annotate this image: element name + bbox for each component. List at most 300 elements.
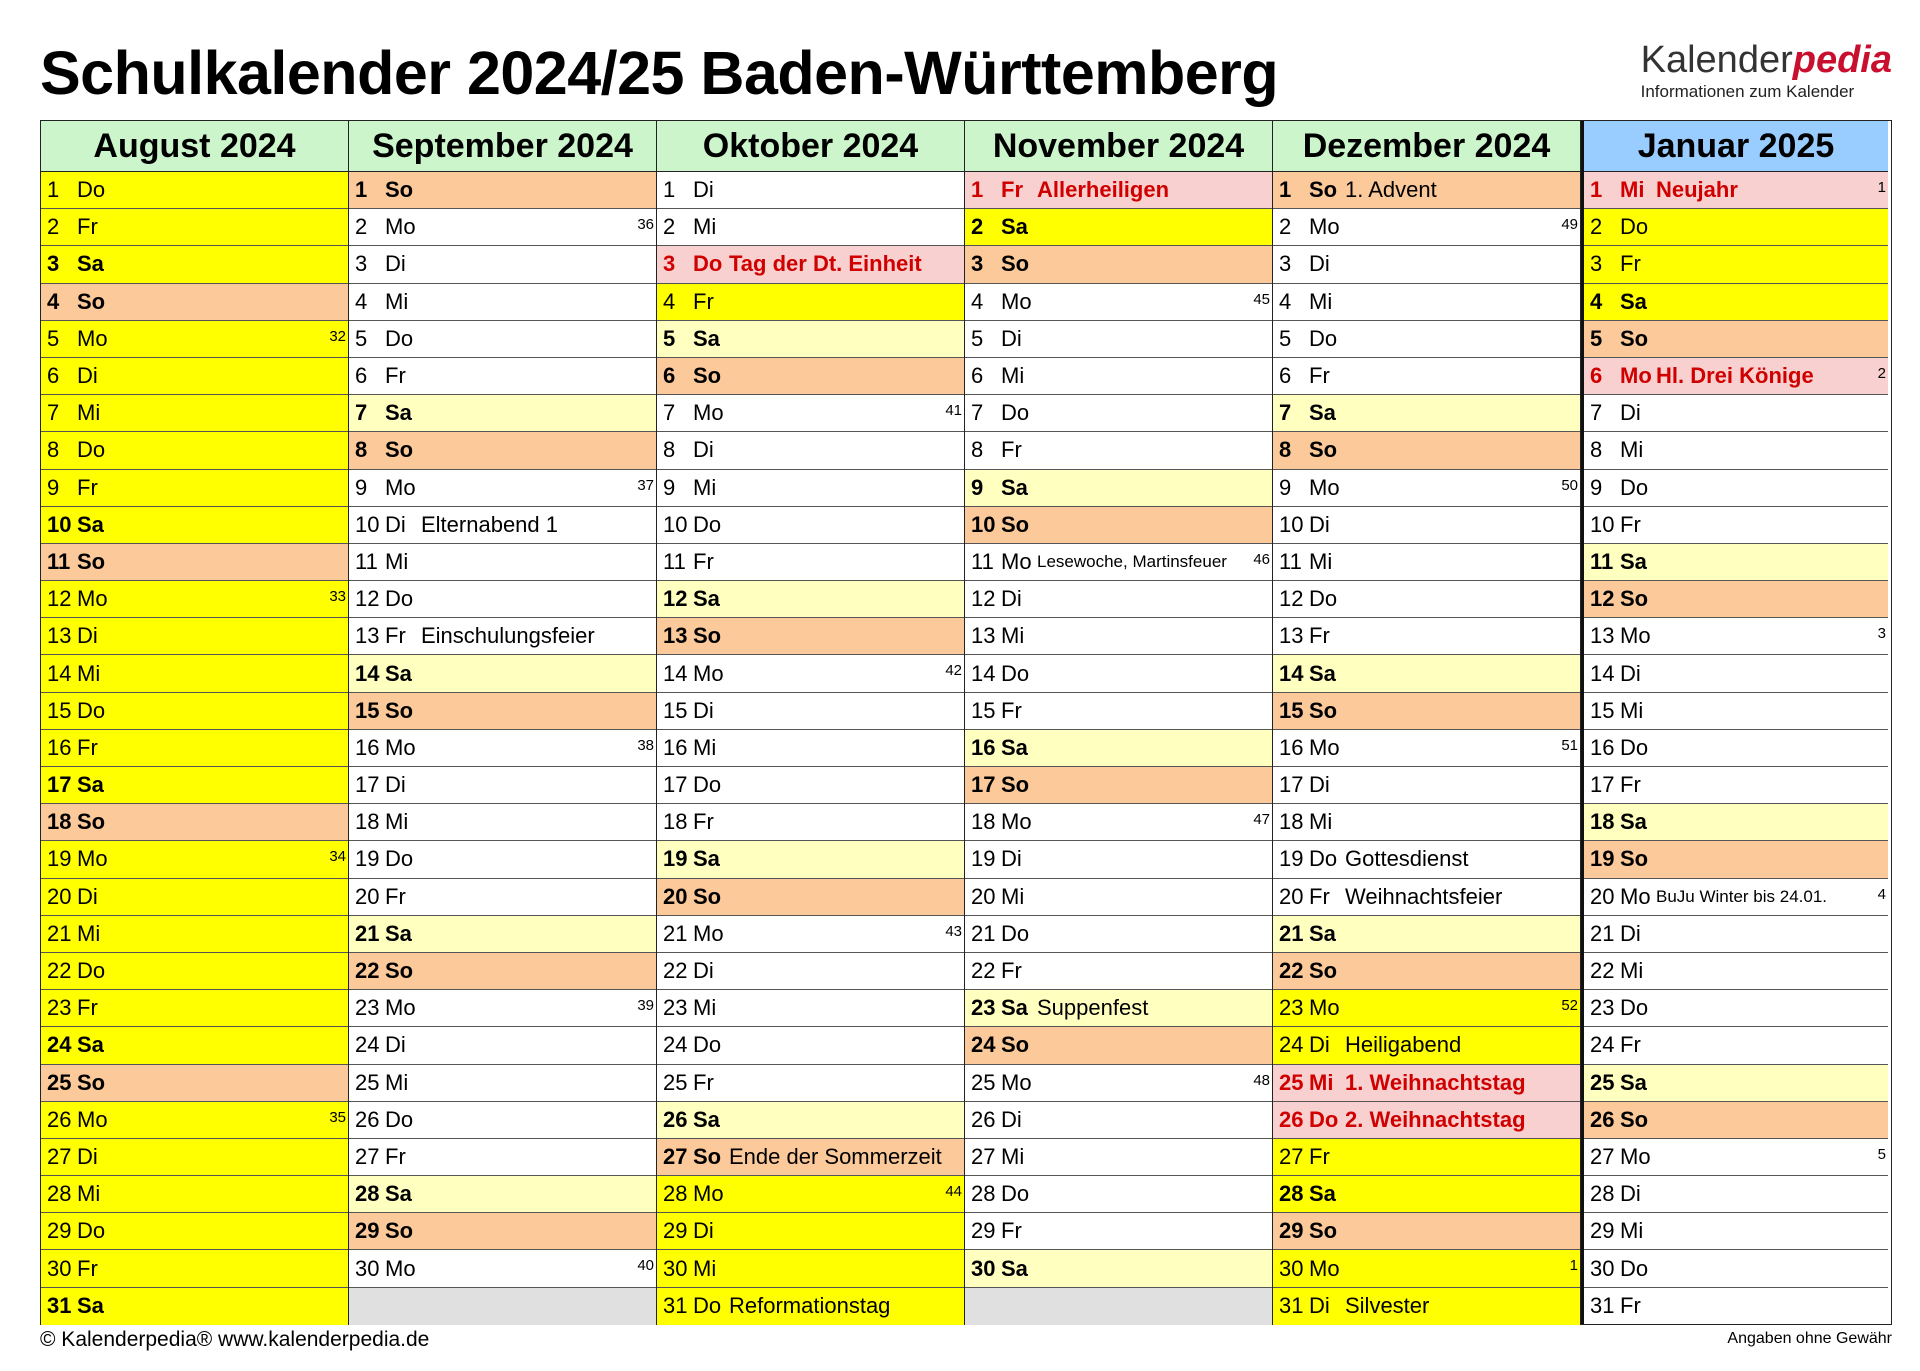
day-number: 3 — [971, 251, 984, 277]
weekday: Fr — [1001, 697, 1022, 723]
weekday: Fr — [1620, 1032, 1641, 1058]
day-cell — [965, 953, 1272, 990]
weekday: Di — [1001, 586, 1022, 612]
weekday: Mo — [1620, 623, 1651, 649]
day-number: 2 — [47, 214, 60, 240]
day-number: 8 — [663, 437, 676, 463]
weekday: So — [1001, 772, 1030, 798]
day-cell — [1273, 953, 1580, 990]
week-number: 36 — [637, 216, 654, 234]
week-number: 46 — [1253, 550, 1270, 568]
day-cell — [41, 841, 348, 878]
week-number: 2 — [1877, 364, 1886, 382]
day-cell — [965, 730, 1272, 767]
weekday: Sa — [1001, 734, 1028, 760]
week-number: 40 — [637, 1257, 654, 1275]
day-number: 27 — [355, 1143, 380, 1169]
weekday: So — [77, 1069, 106, 1095]
weekday: Mo — [1620, 363, 1652, 389]
day-cell — [1584, 395, 1888, 432]
day-cell — [1584, 730, 1888, 767]
day-cell — [1273, 432, 1580, 469]
day-number: 2 — [355, 214, 368, 240]
weekday: Do — [77, 1218, 106, 1244]
day-cell — [1584, 581, 1888, 618]
month-column — [349, 121, 657, 1324]
day-cell — [1273, 618, 1580, 655]
day-cell — [965, 1213, 1272, 1250]
weekday: Sa — [693, 586, 720, 612]
day-cell — [349, 916, 656, 953]
day-cell — [1584, 618, 1888, 655]
day-cell — [41, 172, 348, 209]
day-cell — [1584, 1176, 1888, 1213]
weekday: So — [1309, 958, 1338, 984]
weekday: Sa — [77, 251, 104, 277]
day-cell — [349, 804, 656, 841]
weekday: Fr — [1001, 1218, 1022, 1244]
day-cell — [965, 507, 1272, 544]
day-cell — [1273, 1176, 1580, 1213]
weekday: Sa — [77, 511, 104, 537]
day-number: 18 — [971, 809, 996, 835]
day-cell — [1273, 1213, 1580, 1250]
day-cell — [41, 284, 348, 321]
day-cell — [965, 1102, 1272, 1139]
day-cell — [1584, 1139, 1888, 1176]
weekday: Mo — [385, 995, 416, 1021]
day-number: 31 — [1590, 1293, 1615, 1319]
weekday: Mi — [1620, 437, 1644, 463]
day-cell — [1584, 209, 1888, 246]
day-number: 1 — [47, 177, 60, 203]
day-number: 6 — [47, 363, 60, 389]
weekday: Mo — [1309, 214, 1340, 240]
footer-disclaimer: Angaben ohne Gewähr — [1727, 1330, 1892, 1347]
day-number: 2 — [971, 214, 984, 240]
day-number: 4 — [47, 288, 60, 314]
weekday: Di — [77, 623, 98, 649]
day-cell — [657, 990, 964, 1027]
week-number: 45 — [1253, 290, 1270, 308]
day-note: Weihnachtsfeier — [1345, 883, 1503, 909]
day-number: 1 — [971, 177, 984, 203]
weekday: So — [1620, 325, 1649, 351]
day-number: 18 — [47, 809, 72, 835]
day-number: 21 — [663, 920, 688, 946]
day-cell — [965, 321, 1272, 358]
day-cell — [657, 321, 964, 358]
weekday: Fr — [693, 809, 714, 835]
day-cell — [349, 1027, 656, 1064]
day-number: 7 — [1279, 400, 1292, 426]
day-number: 22 — [971, 958, 996, 984]
day-number: 5 — [663, 325, 676, 351]
day-cell — [657, 470, 964, 507]
weekday: Mi — [1620, 697, 1644, 723]
day-cell — [1273, 581, 1580, 618]
day-number: 12 — [1590, 586, 1615, 612]
day-cell — [965, 470, 1272, 507]
weekday: Di — [385, 1032, 406, 1058]
weekday: Sa — [1001, 474, 1028, 500]
day-cell — [657, 1065, 964, 1102]
day-cell — [1273, 544, 1580, 581]
day-cell — [1584, 1065, 1888, 1102]
day-cell — [965, 544, 1272, 581]
weekday: Di — [693, 177, 714, 203]
week-number: 4 — [1877, 885, 1886, 903]
weekday: Mi — [385, 809, 409, 835]
weekday: Mi — [1001, 623, 1025, 649]
day-cell — [41, 879, 348, 916]
month-column — [1581, 121, 1888, 1324]
day-number: 30 — [1279, 1255, 1304, 1281]
day-cell — [1273, 693, 1580, 730]
day-cell — [657, 953, 964, 990]
day-cell — [41, 1288, 348, 1325]
weekday: Do — [1001, 920, 1030, 946]
weekday: Do — [1309, 846, 1338, 872]
day-note: Lesewoche, Martinsfeuer — [1037, 551, 1227, 571]
day-number: 7 — [971, 400, 984, 426]
weekday: Sa — [1620, 548, 1647, 574]
day-cell — [965, 209, 1272, 246]
day-number: 23 — [47, 995, 72, 1021]
day-number: 28 — [47, 1181, 72, 1207]
day-cell — [1584, 990, 1888, 1027]
weekday: Fr — [77, 1255, 98, 1281]
day-number: 14 — [47, 660, 72, 686]
weekday: So — [1309, 437, 1338, 463]
weekday: Do — [1620, 734, 1649, 760]
weekday: So — [693, 363, 722, 389]
weekday: Mi — [693, 995, 717, 1021]
day-number: 27 — [971, 1143, 996, 1169]
weekday: Fr — [385, 1143, 406, 1169]
day-number: 30 — [663, 1255, 688, 1281]
week-number: 51 — [1561, 736, 1578, 754]
weekday: So — [385, 177, 414, 203]
day-cell — [657, 693, 964, 730]
day-cell — [41, 544, 348, 581]
weekday: Mo — [385, 214, 416, 240]
weekday: Mo — [77, 846, 108, 872]
weekday: Mi — [693, 474, 717, 500]
weekday: So — [385, 697, 414, 723]
weekday: Di — [693, 697, 714, 723]
day-number: 21 — [1590, 920, 1615, 946]
weekday: Sa — [1001, 1255, 1028, 1281]
day-number: 11 — [1590, 548, 1614, 574]
weekday: Do — [385, 325, 414, 351]
weekday: Fr — [693, 288, 714, 314]
day-cell — [965, 655, 1272, 692]
weekday: Mi — [1309, 288, 1333, 314]
day-number: 27 — [1590, 1143, 1615, 1169]
day-number: 16 — [47, 734, 72, 760]
day-cell — [657, 1176, 964, 1213]
weekday: Mi — [1620, 1218, 1644, 1244]
weekday: Sa — [77, 772, 104, 798]
weekday: Mo — [693, 400, 724, 426]
day-number: 10 — [47, 511, 72, 537]
week-number: 34 — [329, 848, 346, 866]
weekday: Sa — [77, 1293, 104, 1319]
weekday: Sa — [1309, 660, 1336, 686]
day-number: 4 — [355, 288, 368, 314]
weekday: Mo — [693, 1181, 724, 1207]
week-number: 37 — [637, 476, 654, 494]
weekday: Sa — [1620, 1069, 1647, 1095]
day-number: 29 — [47, 1218, 72, 1244]
weekday: Mo — [1620, 883, 1651, 909]
day-number: 12 — [1279, 586, 1304, 612]
day-cell — [41, 432, 348, 469]
day-number: 12 — [47, 586, 72, 612]
day-number: 19 — [971, 846, 996, 872]
day-number: 17 — [1590, 772, 1615, 798]
day-cell — [657, 358, 964, 395]
day-cell — [657, 879, 964, 916]
month-header: November 2024 — [965, 121, 1272, 172]
day-cell — [41, 1250, 348, 1287]
weekday: Mo — [1309, 995, 1340, 1021]
weekday: Sa — [693, 325, 720, 351]
weekday: Do — [1620, 474, 1649, 500]
weekday: Mo — [77, 586, 108, 612]
day-number: 14 — [1279, 660, 1304, 686]
weekday: So — [385, 437, 414, 463]
month-header: Januar 2025 — [1584, 121, 1888, 172]
calendar-grid — [40, 120, 1892, 1325]
day-cell — [965, 841, 1272, 878]
weekday: Do — [693, 1032, 722, 1058]
day-number: 26 — [971, 1106, 996, 1132]
day-cell — [349, 1213, 656, 1250]
weekday: Mo — [1309, 474, 1340, 500]
day-number: 28 — [663, 1181, 688, 1207]
day-cell — [1273, 1065, 1580, 1102]
day-number: 20 — [1279, 883, 1304, 909]
day-cell — [1273, 730, 1580, 767]
month-header: Dezember 2024 — [1273, 121, 1580, 172]
weekday: So — [1620, 1106, 1649, 1132]
weekday: Mo — [385, 474, 416, 500]
kalenderpedia-logo[interactable] — [1641, 40, 1892, 102]
day-note: Hl. Drei Könige — [1656, 363, 1814, 389]
day-cell — [1273, 321, 1580, 358]
logo-subtitle: Informationen zum Kalender — [1640, 82, 1855, 101]
day-number: 5 — [971, 325, 984, 351]
day-number: 1 — [1590, 177, 1603, 203]
week-number: 5 — [1877, 1145, 1886, 1163]
weekday: So — [77, 288, 106, 314]
day-number: 26 — [663, 1106, 688, 1132]
day-number: 9 — [355, 474, 368, 500]
day-cell — [41, 1027, 348, 1064]
day-number: 5 — [355, 325, 368, 351]
day-cell — [1584, 470, 1888, 507]
day-cell — [1273, 358, 1580, 395]
weekday: Sa — [77, 1032, 104, 1058]
weekday: Mo — [77, 325, 108, 351]
day-number: 10 — [663, 511, 688, 537]
day-cell — [41, 693, 348, 730]
day-number: 24 — [971, 1032, 996, 1058]
weekday: Di — [77, 883, 98, 909]
weekday: Mo — [1309, 734, 1340, 760]
weekday: Do — [385, 586, 414, 612]
day-cell — [41, 1102, 348, 1139]
day-number: 3 — [1590, 251, 1603, 277]
day-cell — [965, 432, 1272, 469]
day-number: 4 — [1279, 288, 1292, 314]
day-number: 19 — [1590, 846, 1615, 872]
day-number: 15 — [1279, 697, 1304, 723]
day-cell — [657, 1213, 964, 1250]
week-number: 41 — [945, 402, 962, 420]
day-note: Silvester — [1345, 1293, 1430, 1319]
weekday: Mi — [77, 660, 101, 686]
weekday: So — [1309, 1218, 1338, 1244]
day-note: Suppenfest — [1037, 995, 1149, 1021]
day-cell — [41, 1065, 348, 1102]
weekday: So — [1620, 846, 1649, 872]
day-number: 2 — [1279, 214, 1292, 240]
day-cell — [657, 618, 964, 655]
day-cell — [1584, 432, 1888, 469]
day-number: 13 — [1279, 623, 1304, 649]
weekday: Do — [77, 697, 106, 723]
day-number: 4 — [663, 288, 676, 314]
day-cell — [965, 1027, 1272, 1064]
weekday: Mi — [693, 1255, 717, 1281]
day-cell — [41, 990, 348, 1027]
day-cell — [1584, 953, 1888, 990]
day-number: 21 — [355, 920, 380, 946]
weekday: Mo — [385, 734, 416, 760]
weekday: Do — [693, 772, 722, 798]
weekday: Fr — [77, 474, 98, 500]
day-number: 13 — [355, 623, 380, 649]
day-number: 27 — [663, 1143, 688, 1169]
day-number: 20 — [355, 883, 380, 909]
weekday: Sa — [1309, 1181, 1336, 1207]
day-number: 20 — [47, 883, 72, 909]
day-number: 16 — [1590, 734, 1615, 760]
weekday: Di — [1001, 1106, 1022, 1132]
page-title: Schulkalender 2024/25 Baden-Württemberg — [40, 39, 1279, 107]
day-number: 6 — [663, 363, 676, 389]
footer-copyright: © Kalenderpedia® www.kalenderpedia.de — [40, 1328, 430, 1351]
weekday: So — [693, 883, 722, 909]
day-cell — [1273, 209, 1580, 246]
weekday: Fr — [693, 1069, 714, 1095]
day-cell — [41, 655, 348, 692]
day-number: 17 — [971, 772, 996, 798]
day-note: Neujahr — [1656, 177, 1738, 203]
week-number: 39 — [637, 997, 654, 1015]
day-number: 14 — [1590, 660, 1615, 686]
weekday: Mi — [1001, 883, 1025, 909]
day-cell — [1273, 470, 1580, 507]
day-number: 6 — [1279, 363, 1292, 389]
weekday: Mo — [1001, 288, 1032, 314]
day-cell — [657, 1139, 964, 1176]
day-number: 14 — [971, 660, 996, 686]
week-number: 52 — [1561, 997, 1578, 1015]
day-cell — [1584, 1213, 1888, 1250]
week-number: 50 — [1561, 476, 1578, 494]
day-number: 29 — [355, 1218, 380, 1244]
week-number: 44 — [945, 1183, 962, 1201]
day-cell — [41, 767, 348, 804]
day-cell — [965, 804, 1272, 841]
day-number: 20 — [971, 883, 996, 909]
day-cell — [657, 284, 964, 321]
day-cell — [657, 246, 964, 283]
day-number: 20 — [663, 883, 688, 909]
weekday: So — [77, 548, 106, 574]
day-number: 6 — [355, 363, 368, 389]
weekday: Fr — [1620, 772, 1641, 798]
day-cell — [41, 581, 348, 618]
weekday: Di — [1309, 251, 1330, 277]
day-note: Reformationstag — [729, 1293, 891, 1319]
day-cell — [349, 581, 656, 618]
day-number: 6 — [1590, 363, 1603, 389]
day-number: 11 — [47, 548, 71, 574]
day-cell — [965, 172, 1272, 209]
weekday: Mi — [385, 1069, 409, 1095]
day-cell — [965, 246, 1272, 283]
weekday: Di — [1620, 660, 1641, 686]
day-number: 24 — [47, 1032, 72, 1058]
day-cell — [1273, 879, 1580, 916]
day-cell — [657, 1102, 964, 1139]
day-number: 30 — [971, 1255, 996, 1281]
weekday: Fr — [385, 363, 406, 389]
weekday: So — [385, 1218, 414, 1244]
week-number: 48 — [1253, 1071, 1270, 1089]
day-cell — [1273, 1288, 1580, 1325]
week-number: 35 — [329, 1108, 346, 1126]
day-number: 19 — [1279, 846, 1304, 872]
day-number: 30 — [47, 1255, 72, 1281]
day-note: Elternabend 1 — [421, 511, 558, 537]
weekday: Fr — [1001, 958, 1022, 984]
weekday: Mi — [77, 1181, 101, 1207]
day-cell — [349, 172, 656, 209]
day-number: 15 — [971, 697, 996, 723]
day-cell — [41, 358, 348, 395]
weekday: Di — [693, 437, 714, 463]
day-cell — [1584, 172, 1888, 209]
day-cell — [41, 804, 348, 841]
day-number: 15 — [355, 697, 380, 723]
weekday: Mi — [1620, 958, 1644, 984]
weekday: So — [1001, 511, 1030, 537]
weekday: Sa — [385, 660, 412, 686]
weekday: So — [1309, 697, 1338, 723]
day-cell — [657, 1250, 964, 1287]
day-number: 22 — [1590, 958, 1615, 984]
day-number: 7 — [47, 400, 60, 426]
day-cell — [1584, 916, 1888, 953]
day-cell — [965, 358, 1272, 395]
day-number: 28 — [971, 1181, 996, 1207]
